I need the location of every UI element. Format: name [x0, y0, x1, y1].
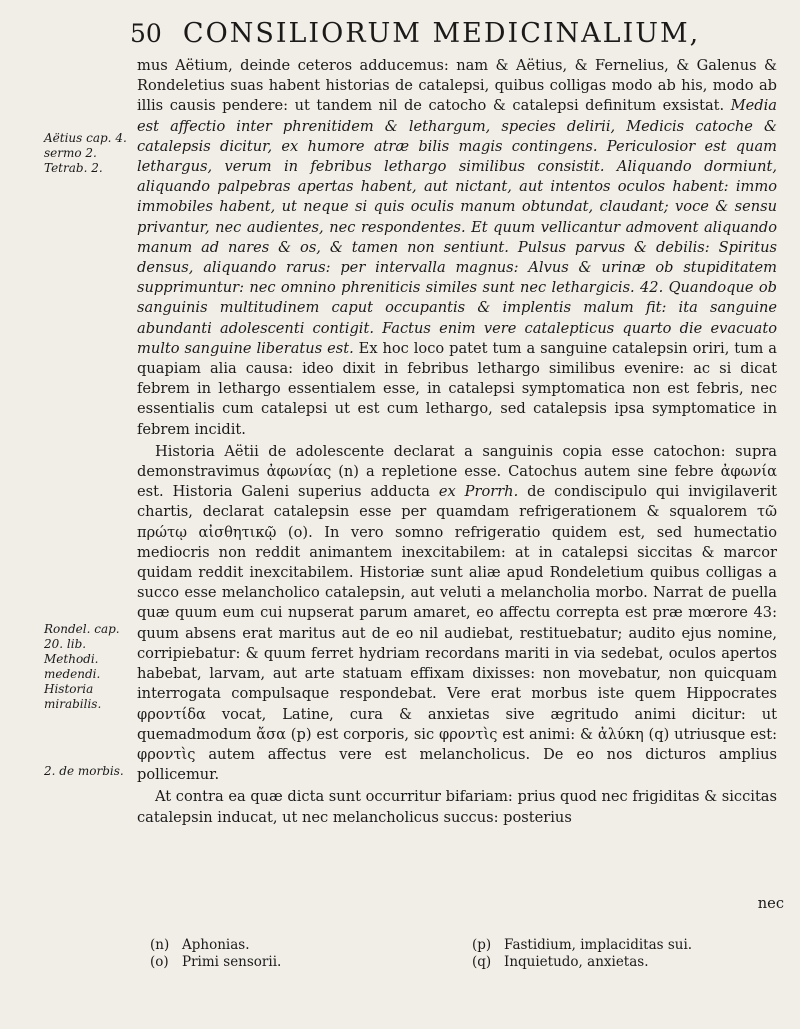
italic-run: ex Prorrh. — [438, 483, 519, 501]
margin-note-morbis: 2. de morbis. — [44, 764, 124, 778]
footnote-text: Aphonias. — [182, 937, 250, 953]
footnote — [150, 937, 410, 954]
text-run: de condiscipulo qui invigilaverit chartis, declarat catalepsin esse per quamdam refrigerationem & squalorem τῶ πρώτῳ αἰσθητικῷ (o). In vero somno refrigeratio quidem est, sed humectatio mediocris non reddit animantem inexcitabilem: at in catalepsi siccitas & marcor quidam reddit inexcitabilem. Historiæ sunt aliæ apud Rondeletium quibus colligas a succo esse melancholico catalepsin, aut veluti a melancholia morbo. Narrat de puella quæ quum eum cui nupserat parum amaret, eo affectu correpta est præ mœrore 43: quum absens erat maritus aut de eo nil audiebat, restituebatur; audito ejus nomine, corripiebatur: & quum ferret hydriam recordans mariti in via sedebat, oculos apertos habebat, larvam, aut arte statuam effixam dixisses: non movebatur, non quicquam interrogata compulsaque respondebat. Vere erat morbus iste quem Hippocrates φροντίδα vocat, Latine, cura & anxietas sive ægritudo animi dicitur: ut quemadmodum ἄσα (p) est corporis, sic φροντὶς est animi: & ἀλύκη (q) utriusque est: φροντὶς autem affectus vere est melancholicus. De eo nos dicturos amplius pollicemur. — [137, 483, 777, 784]
footnote-mark: (q) — [472, 954, 492, 970]
margin-note-aetius: Aëtius cap. 4. sermo 2. Tetrab. 2. — [44, 131, 127, 175]
paragraph — [137, 442, 777, 785]
footnote-text: Primi sensorii. — [182, 954, 282, 970]
text-run: mus Aëtium, deinde ceteros adducemus: nam & Aëtius, & Fernelius, & Galenus & Rondeletius suas habent historias de catalepsi, quibus colligas modo ab his, modo ab illis causis pendere: ut tandem nil de catocho & catalepsi definitum exsistat. — [137, 57, 777, 115]
catchword: nec — [757, 895, 784, 912]
footnote-mark: (n) — [150, 937, 170, 953]
footnote — [472, 954, 732, 971]
paragraph — [137, 56, 777, 440]
page-number: 50 — [130, 19, 162, 48]
footnotes-left-column — [150, 937, 410, 971]
footnote — [150, 954, 410, 971]
text-run: Ex hoc loco patet tum a sanguine catalepsin oriri, tum a quapiam alia causa: ideo dixit in febribus lethargo similibus evenire: ac si dicat febrem in lethargo essentialem esse, in catalepsi symptomatica non est febris, nec essentialis cum catalepsi ut est cum lethargo, sed catalepsis ipsa symptomatice in febrem incidit. — [137, 339, 777, 438]
text-run: At contra ea quæ dicta sunt occurritur bifariam: prius quod nec frigiditas & siccitas catalepsin inducat, ut nec melancholicus succus: posterius — [137, 788, 777, 826]
footnote — [472, 937, 732, 954]
main-text — [137, 56, 777, 828]
footnotes-right-column — [472, 937, 732, 971]
running-title: CONSILIORUM MEDICINALIUM, — [182, 18, 701, 49]
paragraph — [137, 787, 777, 827]
italic-run: Media est affectio inter phrenitidem & lethargum, species delirii, Medicis catoche & catalepsis dicitur, ex humore atræ bilis magis contingens. Periculosior est quam lethargus, verum in febribus lethargo similibus consistit. Aliquando dormiunt, aliquando palpebras apertas habent, aut nictant, aut intentos oculos habent: immo immobiles habent, ut neque si quis oculis manum obtundat, claudant; voce & sensu privantur, nec audientes, nec respondentes. Et quum vellicantur admovent aliquando manum ad nares & os, & tamen non sentiunt. Pulsus parvus & debilis: Spiritus densus, aliquando rarus: per intervalla magnus: Alvus & urinæ ob stupiditatem supprimuntur: nec omnino phreniticis similes sunt nec lethargicis. 42. Quandoque ob sanguinis multitudinem caput occupantis & implentis malum fit: ita sanguine abundanti adolescenti contigit. Factus enim vere catalepticus quarto die evacuato multo sanguine liberatus est. — [137, 97, 777, 357]
footnote-mark: (p) — [472, 937, 492, 953]
page-header — [130, 18, 770, 54]
text-run: Historia Aëtii de adolescente declarat a sanguinis copia esse catochon: supra demonstravimus ἀφωνίας (n) a repletione esse. Catochus autem sine febre ἀφωνία est. Historia Galeni superius adducta — [137, 442, 777, 501]
footnote-text: Inquietudo, anxietas. — [504, 954, 649, 970]
margin-note-rondel: Rondel. cap. 20. lib. Methodi. medendi. Historia mirabilis. — [44, 622, 120, 711]
footnote-mark: (o) — [150, 954, 169, 970]
footnote-text: Fastidium, implaciditas sui. — [504, 937, 693, 953]
